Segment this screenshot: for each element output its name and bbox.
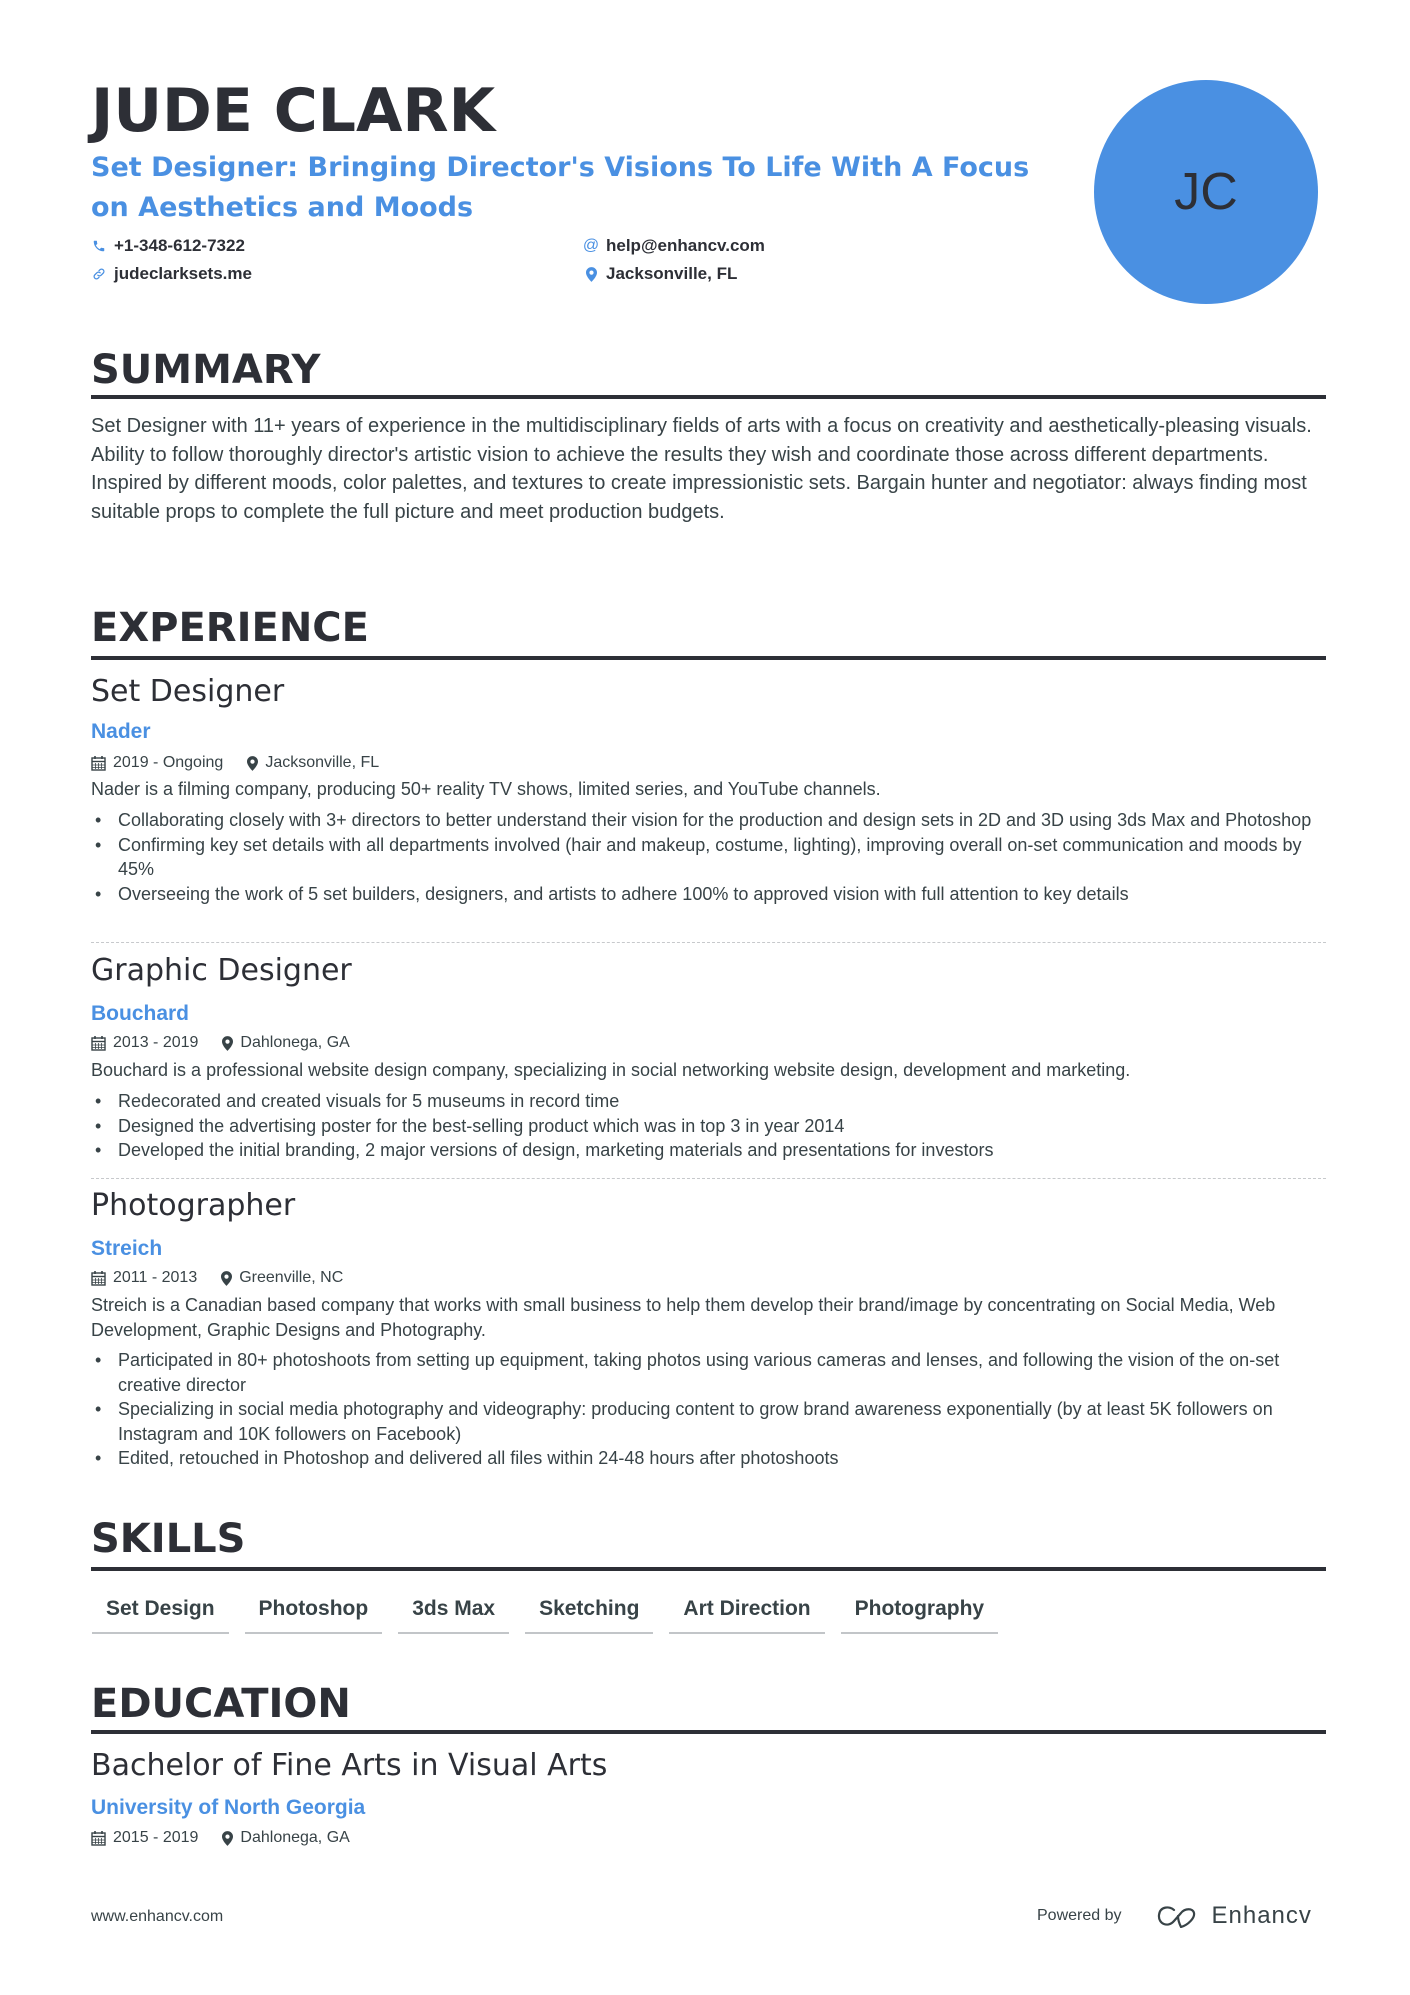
- job-meta: [91, 1033, 374, 1053]
- job-divider: [91, 942, 1326, 943]
- skill-tag: 3ds Max: [398, 1596, 509, 1634]
- skills-list: [92, 1596, 998, 1634]
- job-title: Photographer: [91, 1188, 296, 1223]
- contact-phone: [91, 236, 245, 256]
- section-rule: [91, 656, 1326, 660]
- company-description: Nader is a filming company, producing 50+ reality TV shows, limited series, and YouTube channels.: [91, 779, 881, 799]
- footer-powered-by: [1037, 1902, 1312, 1930]
- candidate-name: JUDE CLARK: [91, 76, 496, 146]
- job-meta: [91, 753, 403, 773]
- bullet-item: • Redecorated and created visuals for 5 museums in record time: [91, 1089, 1331, 1114]
- powered-by-label: Powered by: [1037, 1907, 1122, 1924]
- education-location: Dahlonega, GA: [222, 1828, 349, 1848]
- bullet-item: • Confirming key set details with all departments involved (hair and makeup, costume, lighting), improving overall on-set communication and moods by 45%: [91, 833, 1331, 882]
- job-dates: 2019 - Ongoing: [91, 753, 223, 773]
- bullet-item: • Designed the advertising poster for the best-selling product which was in top 3 in year 2014: [91, 1114, 1331, 1139]
- job-bullets: [91, 1348, 1331, 1471]
- company-name: Nader: [91, 720, 151, 743]
- calendar-icon: [91, 1270, 106, 1286]
- calendar-icon: [91, 1830, 106, 1846]
- company-name: Streich: [91, 1237, 163, 1260]
- skill-tag: Photoshop: [245, 1596, 383, 1634]
- website-value[interactable]: judeclarksets.me: [114, 264, 252, 283]
- section-rule: [91, 395, 1326, 399]
- skill-tag: Sketching: [525, 1596, 653, 1634]
- job-bullets: [91, 808, 1331, 906]
- skill-tag: Photography: [841, 1596, 999, 1634]
- company-name: Bouchard: [91, 1002, 190, 1025]
- job-dates: 2011 - 2013: [91, 1268, 197, 1288]
- bullet-item: • Collaborating closely with 3+ directors to better understand their vision for the production and design sets in 2D and 3D using 3ds Max and Photoshop: [91, 808, 1331, 833]
- location-pin-icon: [222, 1831, 233, 1846]
- enhancv-logo-icon: [1156, 1904, 1202, 1928]
- contact-email: [583, 236, 765, 256]
- summary-text: Set Designer with 11+ years of experience in the multidisciplinary fields of arts with a focus on creativity and aesthetically-pleasing visuals. Ability to follow thoroughly director's artistic vision to achieve the results they wish and coordinate those across different departments. Inspired by different moods, color palettes, and textures to create impressionistic sets. Bargain hunter and negotiator: always finding most suitable props to complete the full picture and meet production budgets.: [91, 415, 1312, 523]
- footer-website-link[interactable]: www.enhancv.com: [91, 1908, 224, 1925]
- degree-title: Bachelor of Fine Arts in Visual Arts: [91, 1748, 608, 1783]
- link-icon: [91, 266, 107, 282]
- calendar-icon: [91, 1035, 106, 1051]
- avatar: [1094, 80, 1318, 304]
- section-rule: [91, 1730, 1326, 1734]
- job-meta: [91, 1268, 367, 1288]
- bullet-item: • Overseeing the work of 5 set builders, designers, and artists to adhere 100% to approved vision with full attention to key details: [91, 882, 1331, 907]
- company-description: Bouchard is a professional website design company, specializing in social networking website design, development and marketing.: [91, 1060, 1131, 1080]
- skill-tag: Art Direction: [669, 1596, 824, 1634]
- section-heading-summary: SUMMARY: [91, 347, 321, 393]
- skill-tag: Set Design: [92, 1596, 229, 1634]
- enhancv-brand: Enhancv: [1211, 1902, 1312, 1929]
- at-icon: @: [582, 237, 600, 254]
- phone-icon: [91, 238, 107, 254]
- location-pin-icon: [247, 756, 258, 771]
- job-location: Jacksonville, FL: [247, 753, 379, 773]
- job-dates: 2013 - 2019: [91, 1033, 198, 1053]
- bullet-item: • Edited, retouched in Photoshop and delivered all files within 24-48 hours after photoshoots: [91, 1446, 1331, 1471]
- calendar-icon: [91, 755, 106, 771]
- job-title: Graphic Designer: [91, 953, 352, 988]
- job-divider: [91, 1178, 1326, 1179]
- candidate-headline: Set Designer: Bringing Director's Visions To Life With A Focus on Aesthetics and Moods: [91, 152, 1030, 223]
- section-heading-skills: SKILLS: [91, 1516, 246, 1562]
- job-bullets: [91, 1089, 1331, 1163]
- bullet-item: • Developed the initial branding, 2 major versions of design, marketing materials and presentations for investors: [91, 1138, 1331, 1163]
- location-pin-icon: [583, 266, 599, 282]
- school-name: University of North Georgia: [91, 1796, 366, 1819]
- location-pin-icon: [221, 1271, 232, 1286]
- avatar-initials: JC: [1174, 163, 1238, 221]
- bullet-item: • Specializing in social media photography and videography: producing content to grow brand awareness exponentially (by at least 5K followers on Instagram and 10K followers on Facebook): [91, 1397, 1331, 1446]
- contact-location: [583, 264, 737, 284]
- company-description: Streich is a Canadian based company that works with small business to help them develop their brand/image by concentrating on Social Media, Web Development, Graphic Designs and Photography.: [91, 1295, 1276, 1340]
- section-heading-experience: EXPERIENCE: [91, 605, 369, 651]
- contact-website: [91, 264, 252, 284]
- job-title: Set Designer: [91, 674, 285, 709]
- email-value[interactable]: help@enhancv.com: [606, 236, 765, 255]
- section-rule: [91, 1567, 1326, 1571]
- job-location: Greenville, NC: [221, 1268, 343, 1288]
- location-pin-icon: [222, 1036, 233, 1051]
- job-location: Dahlonega, GA: [222, 1033, 349, 1053]
- bullet-item: • Participated in 80+ photoshoots from setting up equipment, taking photos using various cameras and lenses, and following the vision of the on-set creative director: [91, 1348, 1331, 1397]
- location-value: Jacksonville, FL: [606, 264, 738, 283]
- education-meta: [91, 1828, 374, 1848]
- phone-value: +1-348-612-7322: [114, 236, 245, 255]
- education-dates: 2015 - 2019: [91, 1828, 198, 1848]
- section-heading-education: EDUCATION: [91, 1681, 351, 1727]
